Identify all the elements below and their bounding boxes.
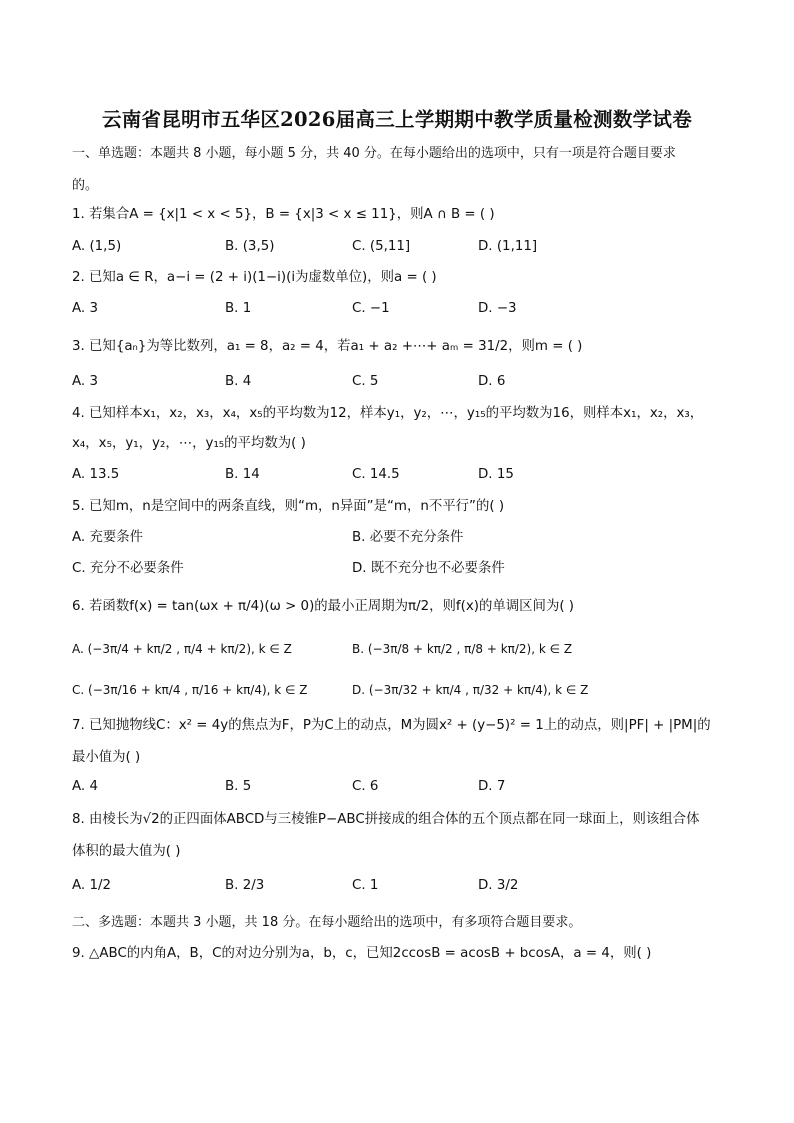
question-8-option-c: C. 1: [352, 878, 379, 893]
question-4-stem-cont: x₄，x₅，y₁，y₂，⋯，y₁₅的平均数为( ): [72, 436, 306, 451]
question-4-option-c: C. 14.5: [352, 467, 400, 482]
question-2-option-a: A. 3: [72, 301, 98, 316]
question-3-option-c: C. 5: [352, 374, 379, 389]
question-4-option-d: D. 15: [478, 467, 514, 482]
question-1-option-c: C. (5,11]: [352, 239, 411, 254]
question-7-stem: 7. 已知抛物线C：x² = 4y的焦点为F，P为C上的动点，M为圆x² + (y−5)² = 1上的动点，则|PF| + |PM|的: [72, 718, 711, 733]
question-4-option-b: B. 14: [225, 467, 260, 482]
question-6-option-b: B. (−3π/8 + kπ/2 , π/8 + kπ/2), k ∈ Z: [352, 642, 573, 656]
question-8-option-a: A. 1/2: [72, 878, 111, 893]
question-2-option-c: C. −1: [352, 301, 390, 316]
question-1-option-b: B. (3,5): [225, 239, 275, 254]
question-6-option-c: C. (−3π/16 + kπ/4 , π/16 + kπ/4), k ∈ Z: [72, 683, 308, 697]
question-2-option-d: D. −3: [478, 301, 517, 316]
question-5-option-d: D. 既不充分也不必要条件: [352, 561, 505, 576]
section-1-instructions: 一、单选题：本题共 8 小题，每小题 5 分，共 40 分。在每小题给出的选项中，只有一项是符合题目要求: [72, 146, 676, 161]
question-5-option-c: C. 充分不必要条件: [72, 561, 184, 576]
question-4-stem: 4. 已知样本x₁，x₂，x₃，x₄，x₅的平均数为12，样本y₁，y₂，⋯，y₁₅的平均数为16，则样本x₁，x₂，x₃，: [72, 406, 704, 421]
question-7-option-b: B. 5: [225, 779, 252, 794]
question-3-stem: 3. 已知{aₙ}为等比数列，a₁ = 8，a₂ = 4，若a₁ + a₂ +⋯+ aₘ = 31/2，则m = ( ): [72, 339, 583, 354]
question-8-option-d: D. 3/2: [478, 878, 519, 893]
question-8-option-b: B. 2/3: [225, 878, 265, 893]
question-7-option-c: C. 6: [352, 779, 379, 794]
question-7-option-a: A. 4: [72, 779, 98, 794]
question-1-option-d: D. (1,11]: [478, 239, 538, 254]
question-6-option-a: A. (−3π/4 + kπ/2 , π/4 + kπ/2), k ∈ Z: [72, 642, 292, 656]
question-5-option-a: A. 充要条件: [72, 530, 143, 545]
question-7-stem-cont: 最小值为( ): [72, 750, 141, 765]
question-3-option-b: B. 4: [225, 374, 252, 389]
question-3-option-a: A. 3: [72, 374, 98, 389]
question-3-option-d: D. 6: [478, 374, 506, 389]
question-5-stem: 5. 已知m，n是空间中的两条直线，则“m，n异面”是“m，n不平行”的( ): [72, 499, 505, 514]
question-6-option-d: D. (−3π/32 + kπ/4 , π/32 + kπ/4), k ∈ Z: [352, 683, 589, 697]
question-6-stem: 6. 若函数f(x) = tan(ωx + π/4)(ω > 0)的最小正周期为π/2，则f(x)的单调区间为( ): [72, 599, 575, 614]
question-2-option-b: B. 1: [225, 301, 252, 316]
question-2-stem: 2. 已知a ∈ R，a−i = (2 + i)(1−i)(i为虚数单位)，则a = ( ): [72, 270, 437, 285]
exam-title: 云南省昆明市五华区2026届高三上学期期中教学质量检测数学试卷: [101, 108, 693, 131]
question-4-option-a: A. 13.5: [72, 467, 120, 482]
question-5-option-b: B. 必要不充分条件: [352, 530, 464, 545]
question-7-option-d: D. 7: [478, 779, 506, 794]
question-8-stem: 8. 由棱长为√2的正四面体ABCD与三棱锥P−ABC拼接成的组合体的五个顶点都在同一球面上，则该组合体: [72, 812, 700, 827]
question-9-stem: 9. △ABC的内角A，B，C的对边分别为a，b，c，已知2ccosB = acosB + bcosA，a = 4，则( ): [72, 946, 652, 961]
question-1-stem: 1. 若集合A = {x|1 < x < 5}，B = {x|3 < x ≤ 11}，则A ∩ B = ( ): [72, 207, 495, 222]
section-1-instructions-cont: 的。: [72, 178, 99, 193]
question-8-stem-cont: 体积的最大值为( ): [72, 844, 181, 859]
question-1-option-a: A. (1,5): [72, 239, 122, 254]
section-2-instructions: 二、多选题：本题共 3 小题，共 18 分。在每小题给出的选项中，有多项符合题目要求。: [72, 915, 582, 930]
